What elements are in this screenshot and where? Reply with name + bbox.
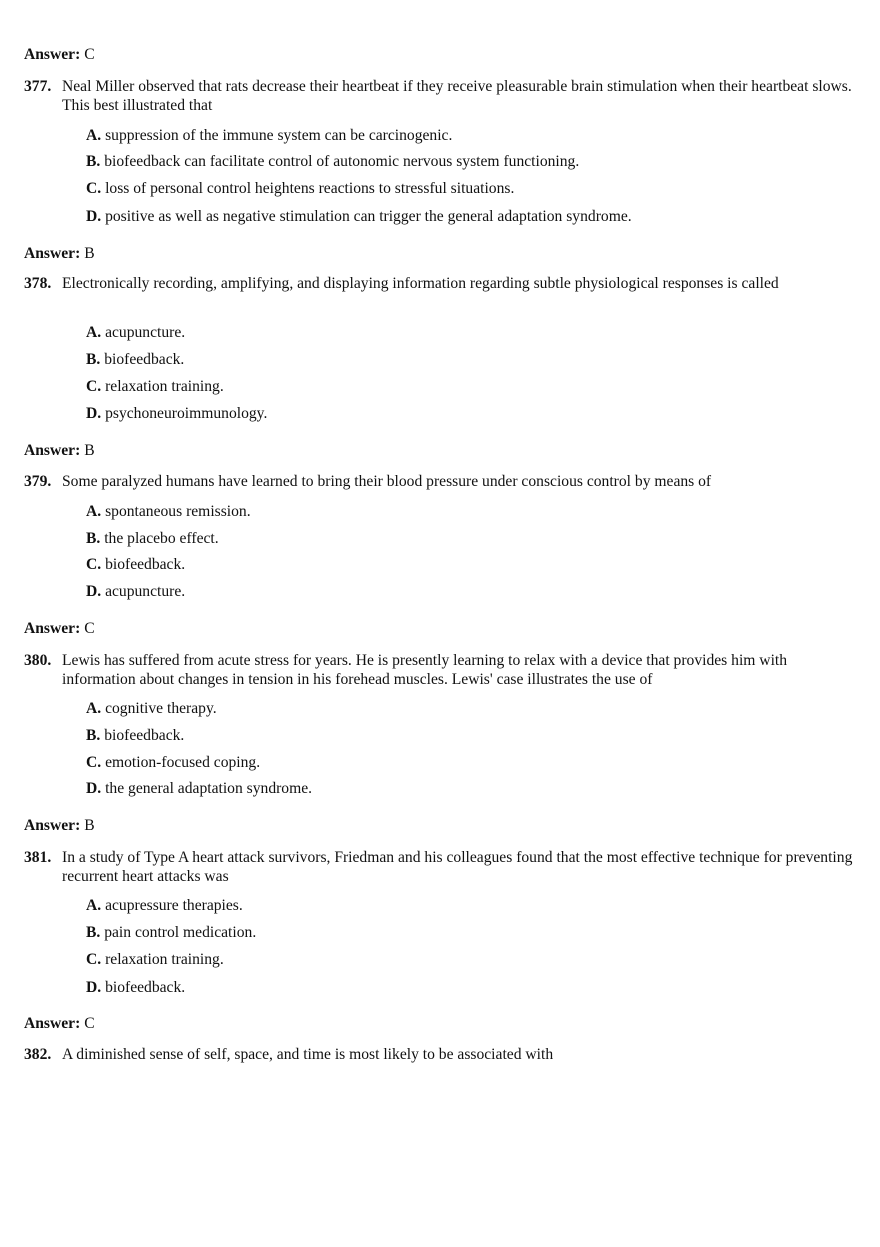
answer-line	[24, 1014, 95, 1033]
option-b	[86, 726, 184, 745]
question-380	[24, 651, 854, 689]
option-text: the general adaptation syndrome.	[105, 780, 313, 797]
option-letter: C.	[86, 951, 102, 968]
answer-line	[24, 816, 95, 835]
answer-label: Answer:	[24, 46, 81, 63]
option-text: psychoneuroimmunology.	[105, 405, 268, 422]
answer-label: Answer:	[24, 817, 81, 834]
option-text: loss of personal control heightens reactions to stressful situations.	[105, 180, 515, 197]
option-letter: C.	[86, 754, 102, 771]
option-letter: D.	[86, 780, 102, 797]
question-381	[24, 848, 854, 886]
answer-label: Answer:	[24, 442, 81, 459]
answer-line	[24, 441, 95, 460]
option-text: pain control medication.	[104, 924, 257, 941]
option-letter: B.	[86, 924, 101, 941]
option-b	[86, 923, 256, 942]
answer-line	[24, 619, 95, 638]
option-text: the placebo effect.	[104, 530, 219, 547]
answer-value: C	[84, 620, 95, 637]
question-number: 378.	[24, 275, 52, 292]
option-b	[86, 529, 219, 548]
option-text: suppression of the immune system can be carcinogenic.	[105, 127, 453, 144]
option-a	[86, 699, 217, 718]
question-378	[24, 274, 854, 293]
question-text: In a study of Type A heart attack survivors, Friedman and his colleagues found that the most effective technique for preventing recurrent heart attacks was	[62, 849, 853, 885]
question-text: Neal Miller observed that rats decrease their heartbeat if they receive pleasurable brain stimulation when their heartbeat slows. This best illustrated that	[62, 78, 852, 114]
question-number: 382.	[24, 1046, 52, 1063]
option-letter: C.	[86, 556, 102, 573]
option-text: acupuncture.	[105, 324, 186, 341]
option-letter: D.	[86, 979, 102, 996]
option-c	[86, 555, 185, 574]
option-letter: B.	[86, 530, 101, 547]
option-letter: C.	[86, 180, 102, 197]
answer-label: Answer:	[24, 245, 81, 262]
question-377	[24, 77, 854, 115]
answer-line	[24, 45, 95, 64]
option-d	[86, 582, 185, 601]
option-text: biofeedback.	[104, 351, 185, 368]
option-letter: A.	[86, 324, 102, 341]
option-letter: B.	[86, 351, 101, 368]
option-d	[86, 404, 267, 423]
answer-value: C	[84, 46, 95, 63]
option-c	[86, 179, 514, 198]
option-letter: D.	[86, 405, 102, 422]
option-letter: C.	[86, 378, 102, 395]
question-text: Lewis has suffered from acute stress for years. He is presently learning to relax with a device that provides him with information about changes in tension in his forehead muscles. Lewis' case illustrates the use of	[62, 652, 788, 688]
option-letter: B.	[86, 153, 101, 170]
option-b	[86, 350, 184, 369]
answer-value: B	[84, 817, 95, 834]
answer-value: B	[84, 245, 95, 262]
answer-label: Answer:	[24, 1015, 81, 1032]
option-c	[86, 377, 224, 396]
option-letter: A.	[86, 700, 102, 717]
option-text: spontaneous remission.	[105, 503, 251, 520]
option-letter: A.	[86, 127, 102, 144]
option-a	[86, 502, 251, 521]
option-text: emotion-focused coping.	[105, 754, 261, 771]
option-text: biofeedback.	[105, 556, 186, 573]
answer-label: Answer:	[24, 620, 81, 637]
question-text: A diminished sense of self, space, and time is most likely to be associated with	[62, 1046, 554, 1063]
option-text: relaxation training.	[105, 378, 224, 395]
option-a	[86, 126, 452, 145]
option-d	[86, 207, 632, 226]
option-text: positive as well as negative stimulation can trigger the general adaptation syndrome.	[105, 208, 632, 225]
answer-value: B	[84, 442, 95, 459]
option-text: acupuncture.	[105, 583, 186, 600]
question-number: 380.	[24, 652, 52, 669]
question-number: 377.	[24, 78, 52, 95]
option-text: cognitive therapy.	[105, 700, 217, 717]
question-number: 381.	[24, 849, 52, 866]
question-text: Some paralyzed humans have learned to bring their blood pressure under conscious control by means of	[62, 473, 712, 490]
option-d	[86, 978, 185, 997]
option-letter: D.	[86, 208, 102, 225]
answer-line	[24, 244, 95, 263]
option-b	[86, 152, 579, 171]
question-number: 379.	[24, 473, 52, 490]
option-a	[86, 896, 243, 915]
question-382	[24, 1045, 854, 1064]
option-letter: A.	[86, 897, 102, 914]
option-a	[86, 323, 185, 342]
option-text: biofeedback.	[104, 727, 185, 744]
question-379	[24, 472, 854, 491]
option-letter: B.	[86, 727, 101, 744]
option-text: relaxation training.	[105, 951, 224, 968]
option-text: acupressure therapies.	[105, 897, 243, 914]
option-letter: A.	[86, 503, 102, 520]
option-text: biofeedback.	[105, 979, 186, 996]
option-text: biofeedback can facilitate control of autonomic nervous system functioning.	[104, 153, 580, 170]
answer-value: C	[84, 1015, 95, 1032]
option-d	[86, 779, 312, 798]
option-c	[86, 753, 260, 772]
option-letter: D.	[86, 583, 102, 600]
question-text: Electronically recording, amplifying, and displaying information regarding subtle physiological responses is called	[62, 275, 779, 292]
option-c	[86, 950, 224, 969]
